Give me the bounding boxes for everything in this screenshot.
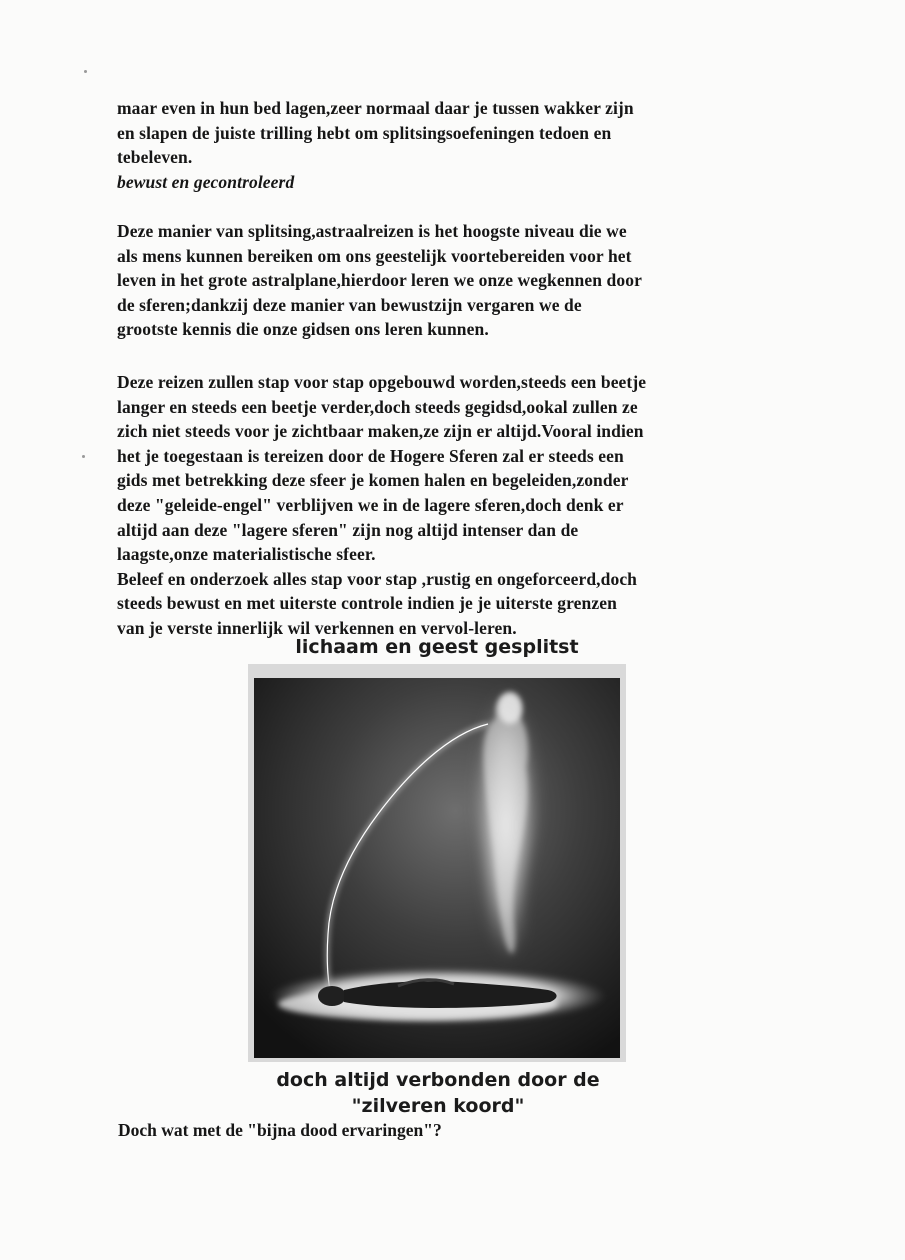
text-line: tebeleven.: [117, 147, 193, 168]
text-line: Deze manier van splitsing,astraalreizen is het hoogste niveau die we: [117, 221, 627, 241]
illustration-caption-top: lichaam en geest gesplitst: [295, 636, 579, 658]
paragraph-1: [117, 96, 777, 194]
text-line: Beleef en onderzoek alles stap voor stap ,rustig en ongeforceerd,doch: [117, 568, 638, 589]
closing-question: Doch wat met de "bijna dood ervaringen"?: [118, 1120, 442, 1140]
text-line: langer en steeds een beetje verder,doch steeds gegidsd,ookal zullen ze: [117, 396, 638, 417]
italic-text-line: bewust en gecontroleerd: [117, 171, 295, 192]
caption-line: doch altijd verbonden door de: [276, 1069, 600, 1091]
text-line: deze "geleide-engel" verblijven we in de lagere sferen,doch denk er: [117, 494, 624, 515]
scan-speck: [84, 70, 87, 73]
scan-speck: [82, 455, 85, 458]
text-line: Deze reizen zullen stap voor stap opgebouwd worden,steeds een beetje: [117, 372, 647, 392]
text-line: altijd aan deze "lagere sferen" zijn nog altijd intenser dan de: [117, 519, 579, 540]
text-line: maar even in hun bed lagen,zeer normaal daar je tussen wakker zijn: [117, 98, 634, 118]
text-line: laagste,onze materialistische sfeer.: [117, 544, 376, 565]
text-line: zich niet steeds voor je zichtbaar maken,ze zijn er altijd.Vooral indien: [117, 421, 644, 442]
illustration-caption-bottom: [200, 1067, 676, 1119]
paragraph-2: [117, 219, 777, 342]
text-line: gids met betrekking deze sfeer je komen halen en begeleiden,zonder: [117, 470, 629, 491]
text-line: grootste kennis die onze gidsen ons leren kunnen.: [117, 319, 489, 340]
caption-line: "zilveren koord": [351, 1095, 525, 1117]
text-line: van je verste innerlijk wil verkennen en vervol-leren.: [117, 617, 517, 638]
text-line: leven in het grote astralplane,hierdoor leren we onze wegkennen door: [117, 270, 642, 291]
text-line: en slapen de juiste trilling hebt om splitsingsoefeningen tedoen en: [117, 122, 612, 143]
text-line: steeds bewust en met uiterste controle indien je je uiterste grenzen: [117, 593, 617, 614]
text-line: de sferen;dankzij deze manier van bewustzijn vergaren we de: [117, 294, 582, 315]
astral-projection-illustration: [248, 664, 626, 1062]
paragraph-3: [117, 370, 777, 641]
text-line: als mens kunnen bereiken om ons geestelijk voortebereiden voor het: [117, 245, 632, 266]
text-line: het je toegestaan is tereizen door de Hogere Sferen zal er steeds een: [117, 445, 624, 466]
